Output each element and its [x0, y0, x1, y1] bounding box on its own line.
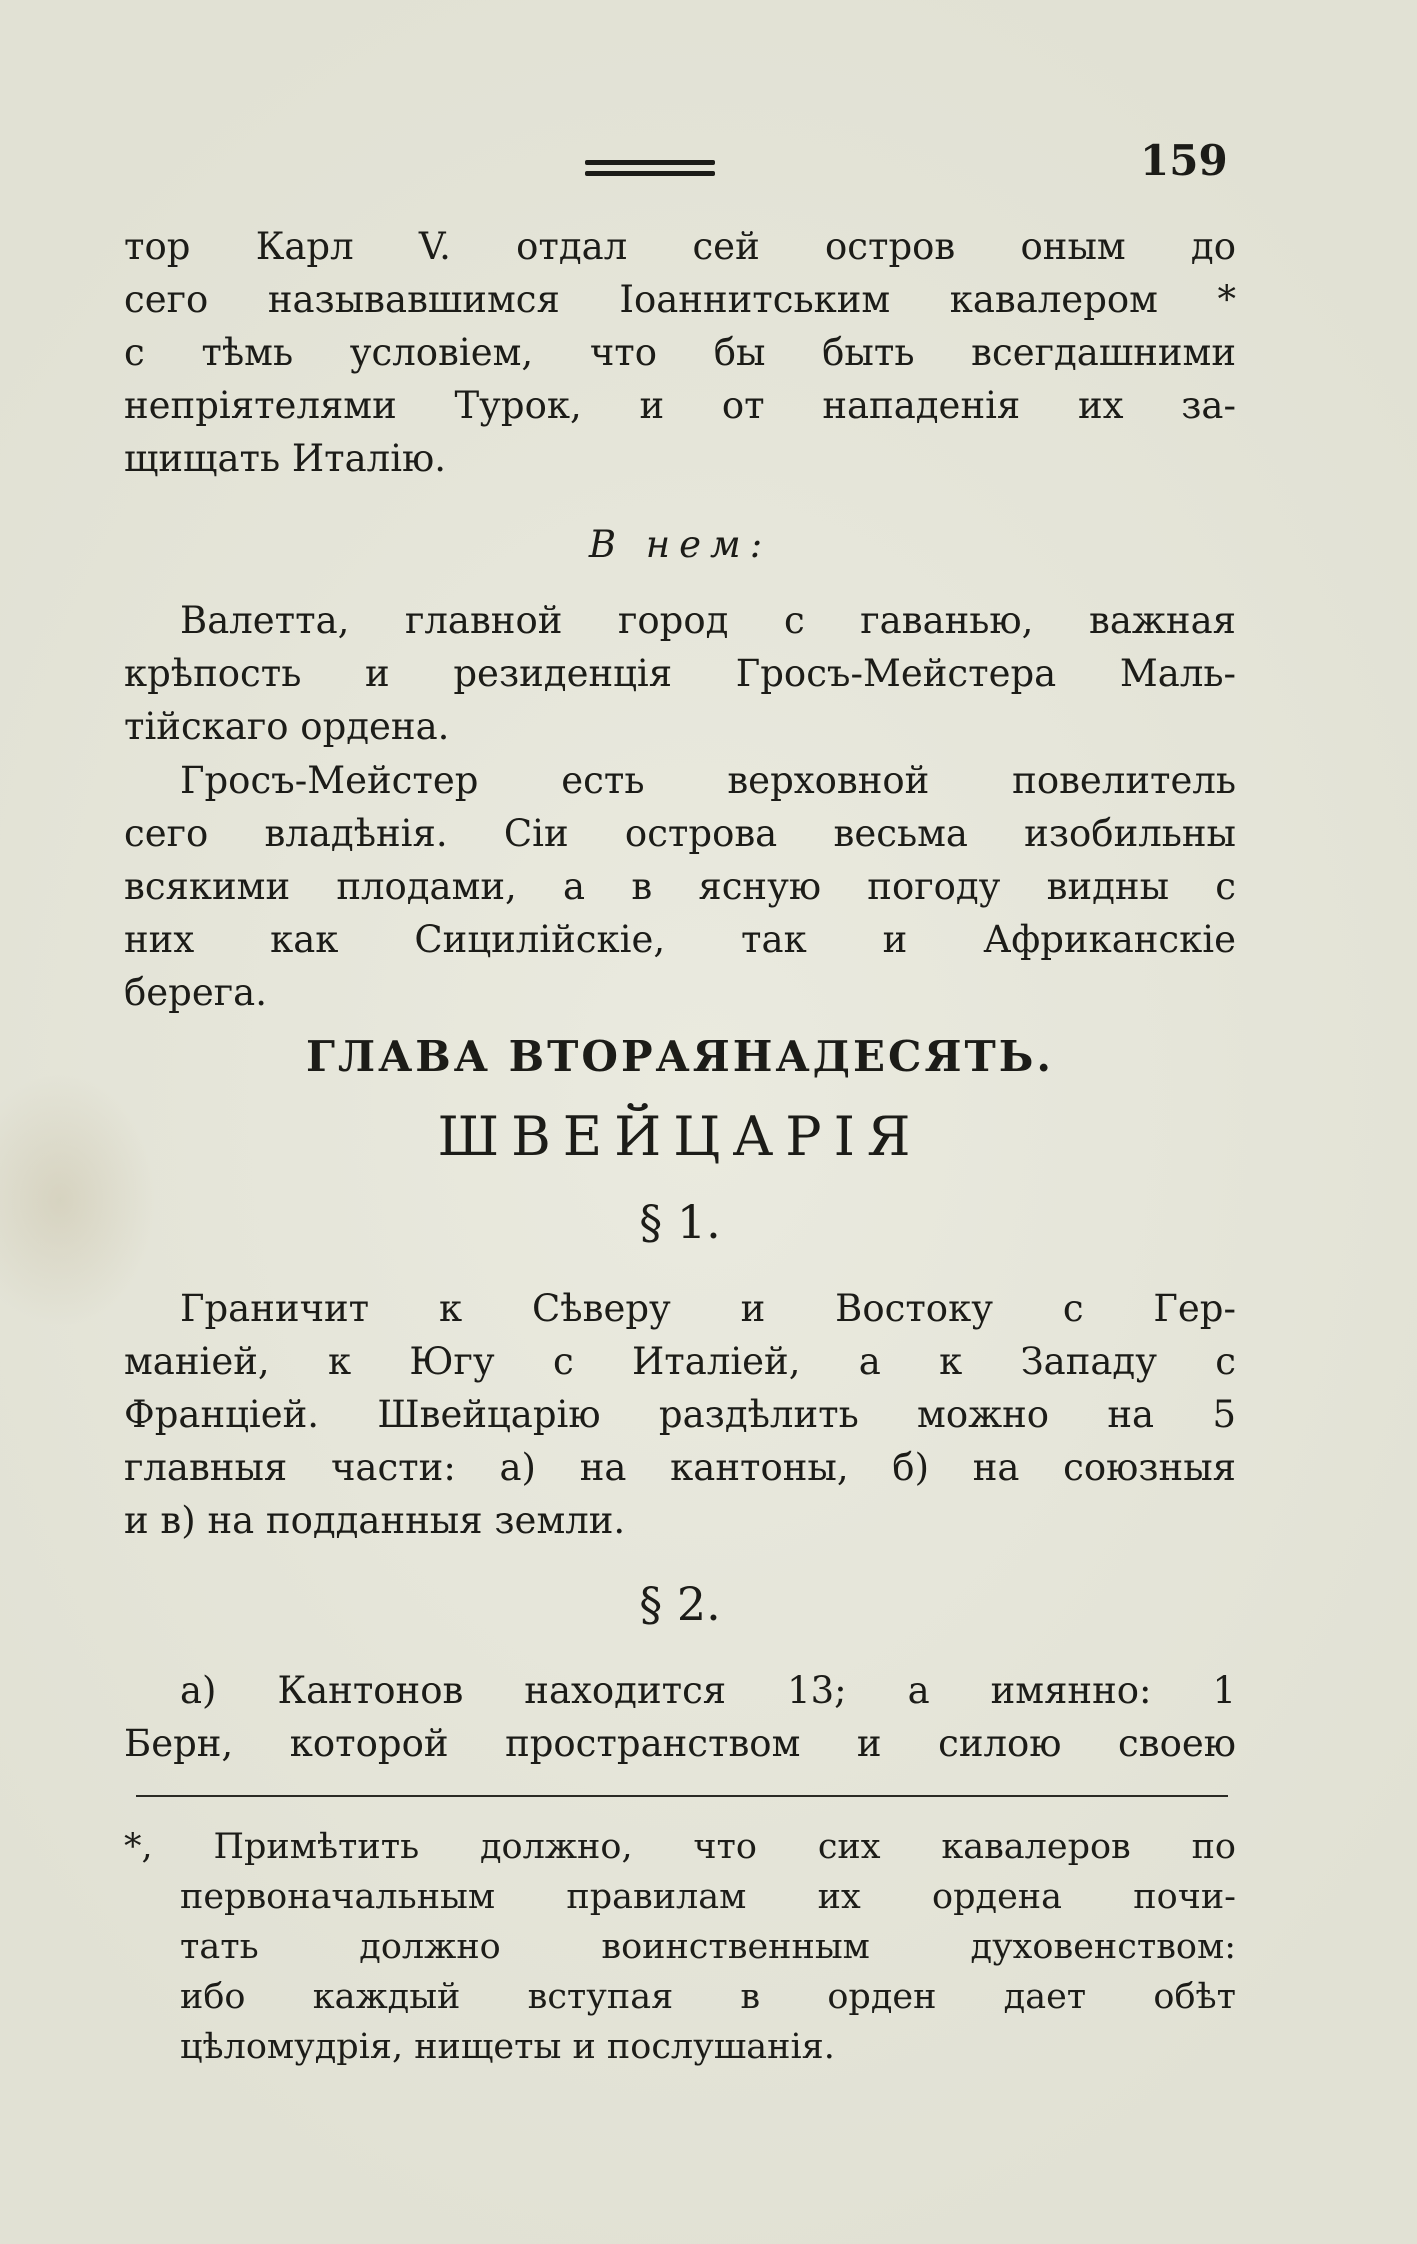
- section-2-heading: § 2.: [639, 1577, 721, 1631]
- text-line: а) Кантонов находится 13; а имянно: 1: [180, 1669, 1236, 1712]
- text-line: маніей, к Югу с Италіей, а к Западу с: [124, 1340, 1236, 1383]
- paragraph-valletta: [124, 594, 1236, 753]
- text-line: Берн, которой пространством и силою своею: [124, 1722, 1236, 1765]
- text-line: и в) на подданныя земли.: [124, 1499, 626, 1542]
- subheading-v-nem: В нем:: [588, 523, 772, 566]
- text-line: сего владѣнія. Сіи острова весьма изобильны: [124, 812, 1236, 855]
- text-line: Валетта, главной город с гаванью, важная: [180, 599, 1236, 642]
- header-double-rule: [585, 160, 715, 182]
- text-line: всякими плодами, а в ясную погоду видны с: [124, 865, 1236, 908]
- country-title: ШВЕЙЦАРІЯ: [437, 1105, 923, 1168]
- paragraph-cantons: [124, 1664, 1236, 1770]
- text-line: тор Карл V. отдал сей остров оным до: [124, 225, 1236, 268]
- text-line: Граничит к Сѣверу и Востоку с Гер-: [180, 1287, 1236, 1330]
- footnote-line: цѣломудрія, нищеты и послушанія.: [180, 2027, 835, 2067]
- text-line: них как Сицилійскіе, так и Африканскіе: [124, 918, 1236, 961]
- footnote-line: *, Примѣтить должно, что сих кавалеров по: [124, 1827, 1236, 1867]
- paragraph-malta-knights: [124, 220, 1236, 485]
- text-line: сего называвшимся Іоаннитським кавалером *: [124, 278, 1236, 321]
- footnote-line: первоначальным правилам их ордена почи-: [180, 1877, 1236, 1917]
- text-line: Гросъ-Мейстер есть верховной повелитель: [180, 759, 1236, 802]
- text-line: с тѣмь условіем, что бы быть всегдашними: [124, 331, 1236, 374]
- text-line: берега.: [124, 971, 267, 1014]
- paragraph-borders: [124, 1282, 1236, 1547]
- text-line: тійскаго ордена.: [124, 705, 450, 748]
- text-line: непріятелями Турок, и от нападенія их за-: [124, 384, 1236, 427]
- footnote-line: тать должно воинственным духовенством:: [180, 1927, 1236, 1967]
- chapter-title: ГЛАВА ВТОРАЯНАДЕСЯТЬ.: [305, 1032, 1055, 1081]
- footnote-divider: [136, 1795, 1228, 1797]
- text-line: главныя части: а) на кантоны, б) на союзныя: [124, 1446, 1236, 1489]
- paragraph-grand-master: [124, 754, 1236, 1019]
- text-line: Франціей. Швейцарію раздѣлить можно на 5: [124, 1393, 1236, 1436]
- footnote-line: ибо каждый вступая в орден дает обѣт: [180, 1977, 1236, 2017]
- page-number: 159: [1140, 136, 1228, 185]
- section-1-heading: § 1.: [639, 1195, 721, 1249]
- footnote: [124, 1822, 1236, 2072]
- text-line: щищать Италію.: [124, 437, 446, 480]
- text-line: крѣпость и резиденція Гросъ-Мейстера Маль-: [124, 652, 1236, 695]
